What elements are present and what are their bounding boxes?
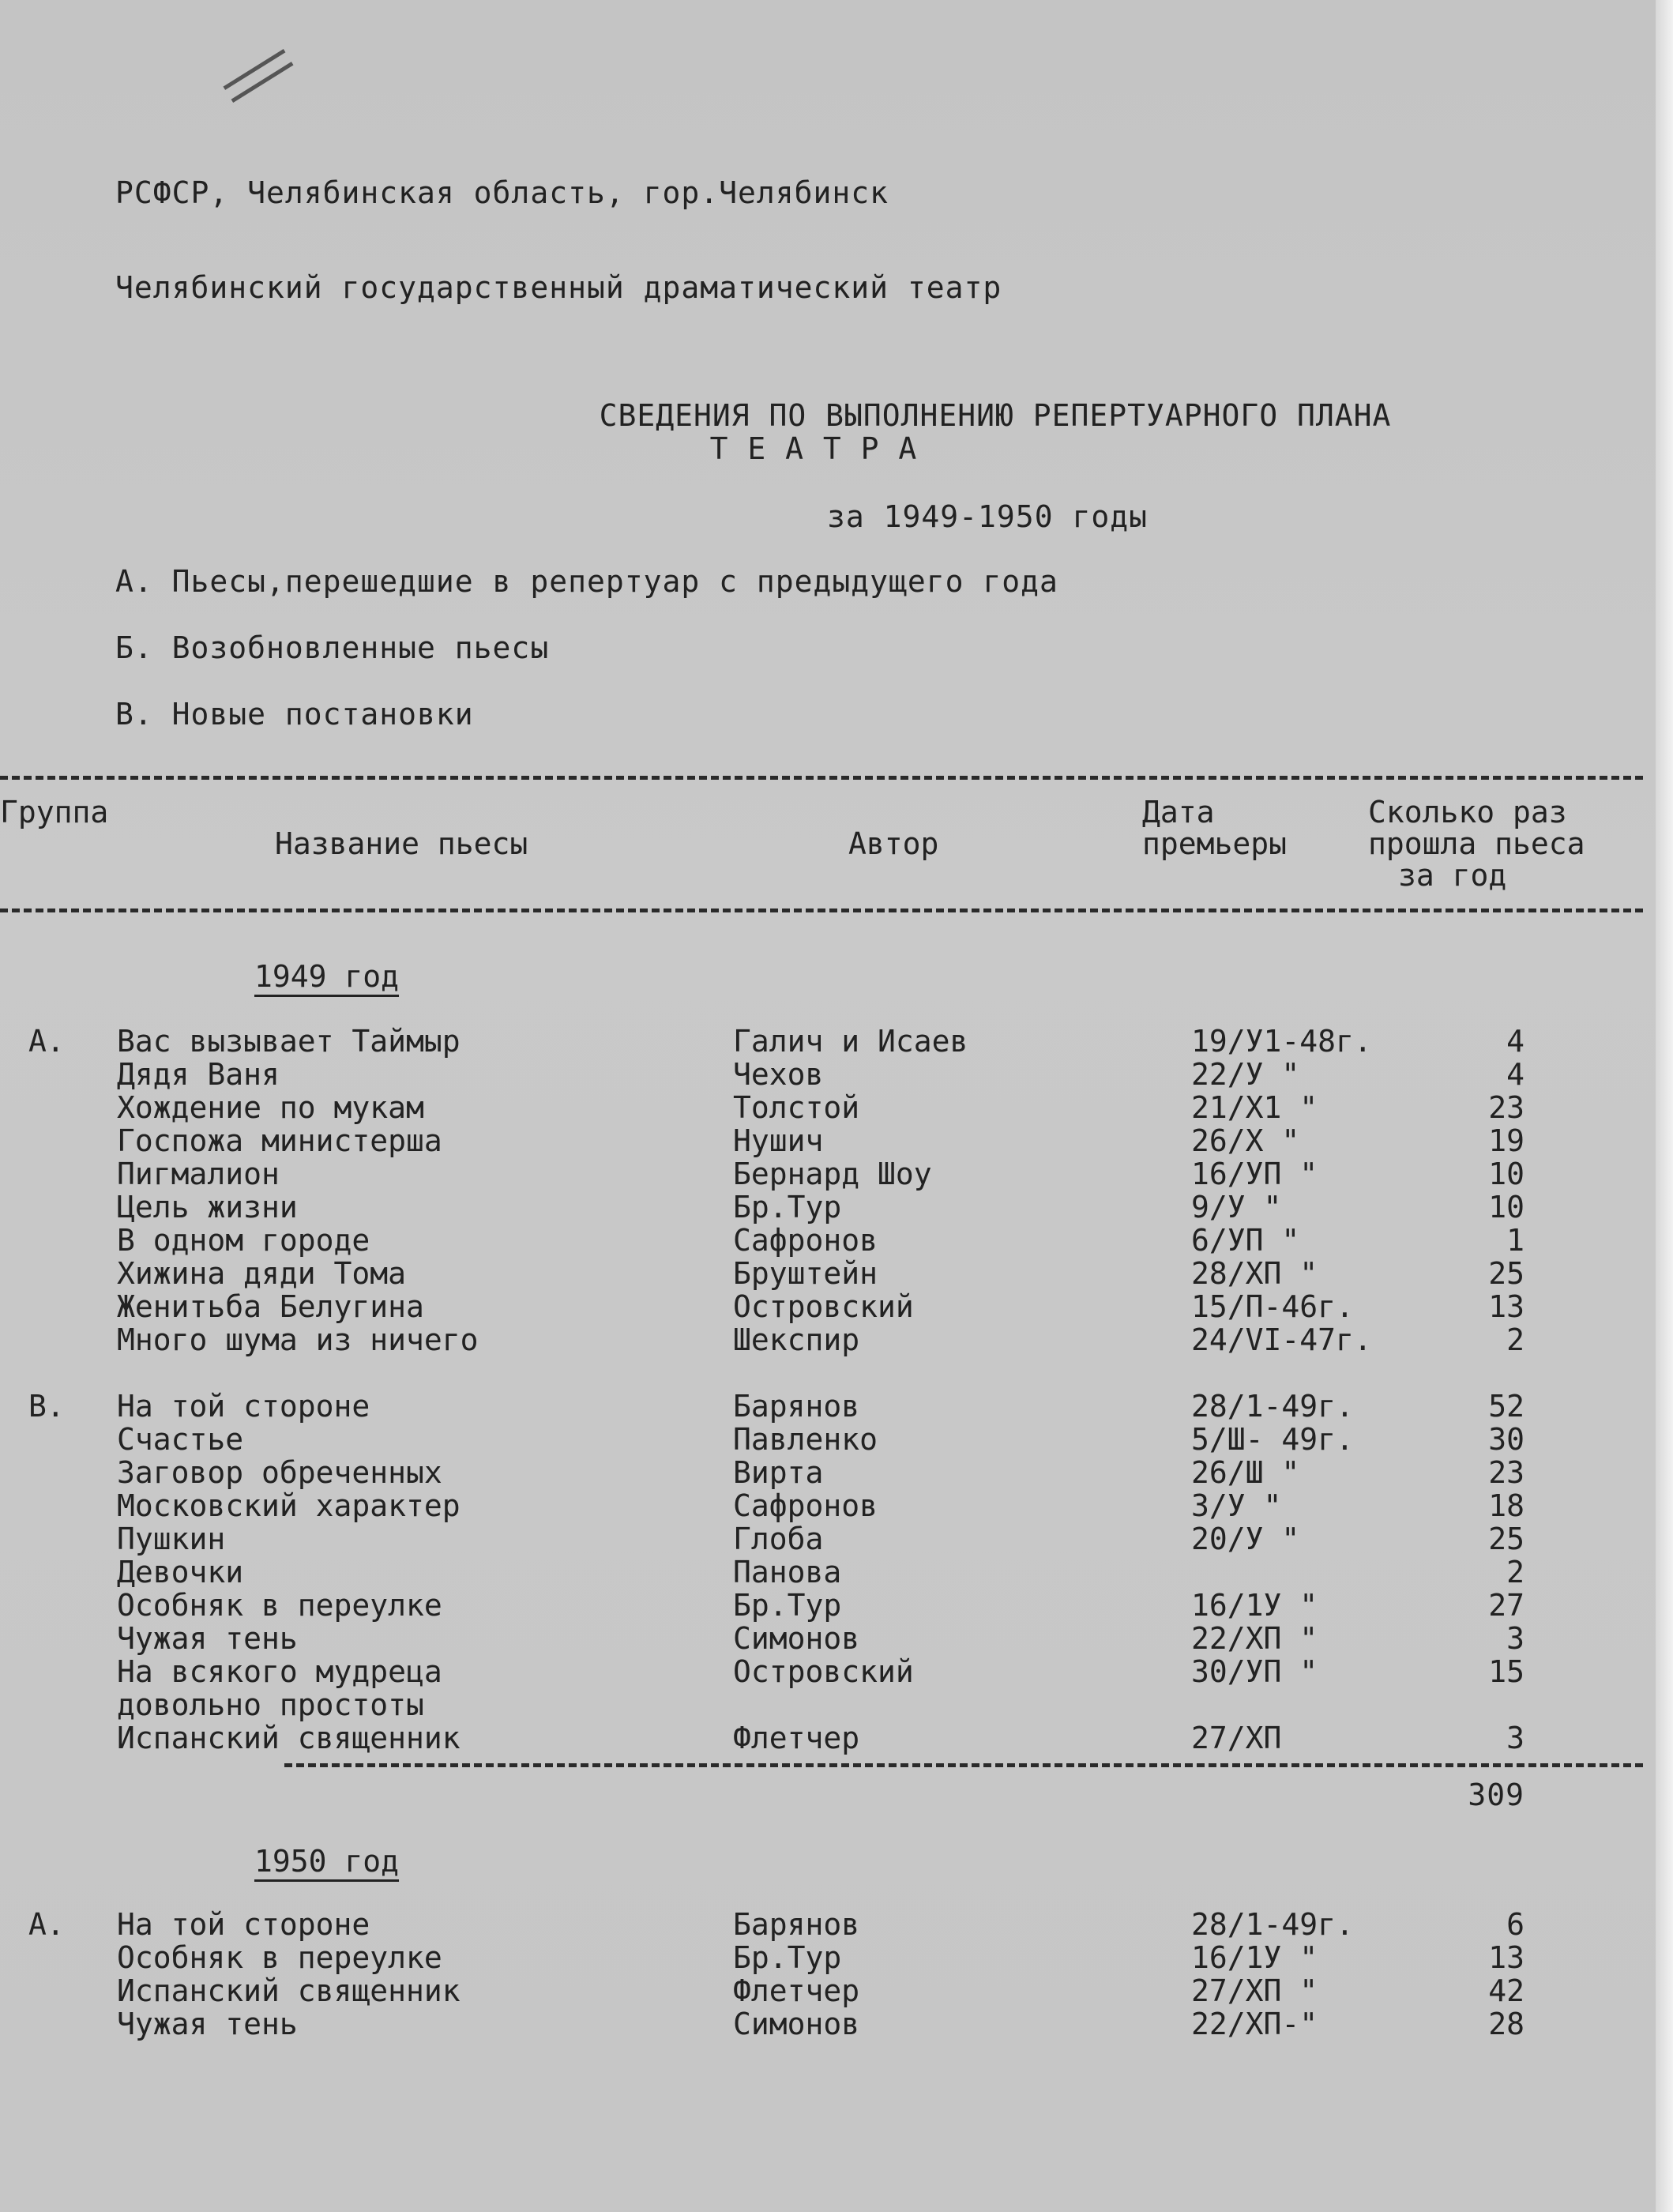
- table-row: [0, 1123, 1643, 1157]
- table-row: [0, 1157, 1643, 1190]
- row-title: Хижина дяди Тома: [117, 1256, 407, 1291]
- row-date: 22/ХП-": [1191, 2007, 1318, 2041]
- title-line-2: Т Е А Т Р А: [709, 431, 918, 466]
- row-count: 42: [1488, 1973, 1524, 2008]
- row-title: На всякого мудреца: [117, 1654, 442, 1689]
- row-count: 18: [1488, 1488, 1524, 1523]
- table-row: [0, 1024, 1643, 1057]
- period-line: за 1949-1950 годы: [827, 499, 1148, 534]
- table-row: [0, 1289, 1643, 1322]
- row-count: 10: [1488, 1157, 1524, 1191]
- row-count: 25: [1488, 1522, 1524, 1556]
- table-row: [0, 1256, 1643, 1289]
- row-date: 3/У ": [1191, 1488, 1282, 1523]
- table-row: [0, 1223, 1643, 1256]
- row-author: Симонов: [733, 1621, 860, 1656]
- row-date: 15/П-46г.: [1191, 1289, 1354, 1324]
- row-author: Симонов: [733, 2007, 860, 2041]
- col-header-group: Группа: [0, 795, 109, 830]
- row-count: 28: [1488, 2007, 1524, 2041]
- row-author: Галич и Исаев: [733, 1024, 968, 1059]
- row-title: На той стороне: [117, 1389, 370, 1424]
- row-count: 6: [1506, 1907, 1524, 1942]
- row-date: 16/1У ": [1191, 1940, 1318, 1975]
- row-author: Глоба: [733, 1522, 824, 1556]
- row-author: Барянов: [733, 1389, 860, 1424]
- row-count: 2: [1506, 1555, 1524, 1589]
- row-title: Госпожа министерша: [117, 1123, 442, 1158]
- col-header-title: Название пьесы: [275, 826, 528, 861]
- row-date: 22/У ": [1191, 1057, 1300, 1092]
- row-count: 15: [1488, 1654, 1524, 1689]
- page-edge: [1656, 0, 1673, 2212]
- row-count: 2: [1506, 1322, 1524, 1357]
- row-title: На той стороне: [117, 1907, 370, 1942]
- row-count: 10: [1488, 1190, 1524, 1224]
- year-1949-heading: 1949 год: [254, 959, 400, 994]
- table-row: [0, 1322, 1643, 1356]
- row-title: Счастье: [117, 1422, 244, 1457]
- table-row: [0, 1621, 1643, 1654]
- organization-line: Челябинский государственный драматический театр: [115, 270, 1002, 305]
- row-group: А.: [28, 1907, 65, 1942]
- table-top-rule: [0, 776, 1643, 780]
- row-title: Много шума из ничего: [117, 1322, 479, 1357]
- row-title: Девочки: [117, 1555, 244, 1589]
- row-title: Испанский священник: [117, 1973, 461, 2008]
- row-count: 52: [1488, 1389, 1524, 1424]
- row-author: Сафронов: [733, 1488, 878, 1523]
- table-row: [0, 1687, 1643, 1721]
- table-header-rule: [0, 908, 1643, 912]
- row-date: 26/Ш ": [1191, 1455, 1300, 1490]
- row-title: Особняк в переулке: [117, 1940, 442, 1975]
- row-count: 27: [1488, 1588, 1524, 1623]
- row-count: 1: [1506, 1223, 1524, 1258]
- row-author: Бернард Шоу: [733, 1157, 932, 1191]
- table-row: [0, 1940, 1643, 1973]
- row-author: Шекспир: [733, 1322, 860, 1357]
- table-row: [0, 2007, 1643, 2040]
- row-date: 9/У ": [1191, 1190, 1282, 1224]
- row-date: 30/УП ": [1191, 1654, 1318, 1689]
- pencil-mark: [223, 49, 293, 103]
- table-row: [0, 1721, 1643, 1754]
- row-date: 22/ХП ": [1191, 1621, 1318, 1656]
- row-author: Бр.Тур: [733, 1190, 842, 1224]
- row-date: 28/1-49г.: [1191, 1907, 1354, 1942]
- col-header-count-3: за год: [1398, 858, 1507, 893]
- row-title: Вас вызывает Таймыр: [117, 1024, 461, 1059]
- table-row: [0, 1588, 1643, 1621]
- row-title: Женитьба Белугина: [117, 1289, 424, 1324]
- row-title: Хождение по мукам: [117, 1090, 424, 1125]
- row-count: 13: [1488, 1289, 1524, 1324]
- row-title: Пушкин: [117, 1522, 226, 1556]
- row-count: 3: [1506, 1721, 1524, 1755]
- row-title: довольно простоты: [117, 1687, 424, 1722]
- legend-c: В. Новые постановки: [115, 697, 474, 732]
- row-count: 23: [1488, 1455, 1524, 1490]
- year-1950-heading: 1950 год: [254, 1844, 400, 1879]
- row-count: 13: [1488, 1940, 1524, 1975]
- table-row: [0, 1389, 1643, 1422]
- row-date: 16/1У ": [1191, 1588, 1318, 1623]
- table-row: [0, 1190, 1643, 1223]
- row-count: 25: [1488, 1256, 1524, 1291]
- row-author: Флетчер: [733, 1973, 860, 2008]
- row-count: 4: [1506, 1024, 1524, 1059]
- table-row: [0, 1422, 1643, 1455]
- row-title: Испанский священник: [117, 1721, 461, 1755]
- row-group: В.: [28, 1389, 65, 1424]
- row-author: Барянов: [733, 1907, 860, 1942]
- row-date: 21/Х1 ": [1191, 1090, 1318, 1125]
- row-count: 30: [1488, 1422, 1524, 1457]
- table-row: [0, 1522, 1643, 1555]
- row-author: Панова: [733, 1555, 842, 1589]
- row-date: 26/Х ": [1191, 1123, 1300, 1158]
- table-row: [0, 1488, 1643, 1522]
- table-row: [0, 1555, 1643, 1588]
- col-header-date-2: премьеры: [1142, 826, 1288, 861]
- row-date: 28/ХП ": [1191, 1256, 1318, 1291]
- row-title: Цель жизни: [117, 1190, 298, 1224]
- row-author: Нушич: [733, 1123, 824, 1158]
- total-1949: 309: [1468, 1778, 1524, 1812]
- title-line-1: СВЕДЕНИЯ ПО ВЫПОЛНЕНИЮ РЕПЕРТУАРНОГО ПЛАНА: [599, 398, 1392, 433]
- col-header-count-1: Сколько раз: [1368, 795, 1567, 830]
- table-row: [0, 1455, 1643, 1488]
- row-title: Чужая тень: [117, 2007, 298, 2041]
- table-row: [0, 1090, 1643, 1123]
- row-title: Чужая тень: [117, 1621, 298, 1656]
- location-line: РСФСР, Челябинская область, гор.Челябинск: [115, 175, 889, 210]
- table-row: [0, 1654, 1643, 1687]
- row-title: Дядя Ваня: [117, 1057, 280, 1092]
- row-count: 4: [1506, 1057, 1524, 1092]
- table-row: [0, 1057, 1643, 1090]
- row-date: 16/УП ": [1191, 1157, 1318, 1191]
- row-title: Пигмалион: [117, 1157, 280, 1191]
- row-date: 5/Ш- 49г.: [1191, 1422, 1354, 1457]
- col-header-count-2: прошла пьеса: [1368, 826, 1585, 861]
- row-group: А.: [28, 1024, 65, 1059]
- row-author: Чехов: [733, 1057, 824, 1092]
- row-author: Бруштейн: [733, 1256, 878, 1291]
- row-author: Флетчер: [733, 1721, 860, 1755]
- row-title: Заговор обреченных: [117, 1455, 442, 1490]
- col-header-date-1: Дата: [1142, 795, 1215, 830]
- row-author: Вирта: [733, 1455, 824, 1490]
- table-row: [0, 1907, 1643, 1940]
- row-author: Толстой: [733, 1090, 860, 1125]
- row-count: 23: [1488, 1090, 1524, 1125]
- total-rule: [284, 1763, 1643, 1767]
- legend-b: Б. Возобновленные пьесы: [115, 630, 550, 665]
- row-title: Особняк в переулке: [117, 1588, 442, 1623]
- row-title: Московский характер: [117, 1488, 461, 1523]
- row-author: Бр.Тур: [733, 1588, 842, 1623]
- row-author: Павленко: [733, 1422, 878, 1457]
- row-date: 19/У1-48г.: [1191, 1024, 1372, 1059]
- row-date: 27/ХП ": [1191, 1973, 1318, 2008]
- col-header-author: Автор: [848, 826, 939, 861]
- row-date: 24/VI-47г.: [1191, 1322, 1372, 1357]
- row-count: 19: [1488, 1123, 1524, 1158]
- row-date: 28/1-49г.: [1191, 1389, 1354, 1424]
- row-author: Бр.Тур: [733, 1940, 842, 1975]
- row-date: 20/У ": [1191, 1522, 1300, 1556]
- row-date: 27/ХП: [1191, 1721, 1282, 1755]
- row-author: Островский: [733, 1654, 914, 1689]
- row-author: Сафронов: [733, 1223, 878, 1258]
- legend-a: А. Пьесы,перешедшие в репертуар с предыдущего года: [115, 564, 1058, 599]
- row-title: В одном городе: [117, 1223, 370, 1258]
- row-author: Островский: [733, 1289, 914, 1324]
- table-row: [0, 1973, 1643, 2007]
- row-date: 6/УП ": [1191, 1223, 1300, 1258]
- row-count: 3: [1506, 1621, 1524, 1656]
